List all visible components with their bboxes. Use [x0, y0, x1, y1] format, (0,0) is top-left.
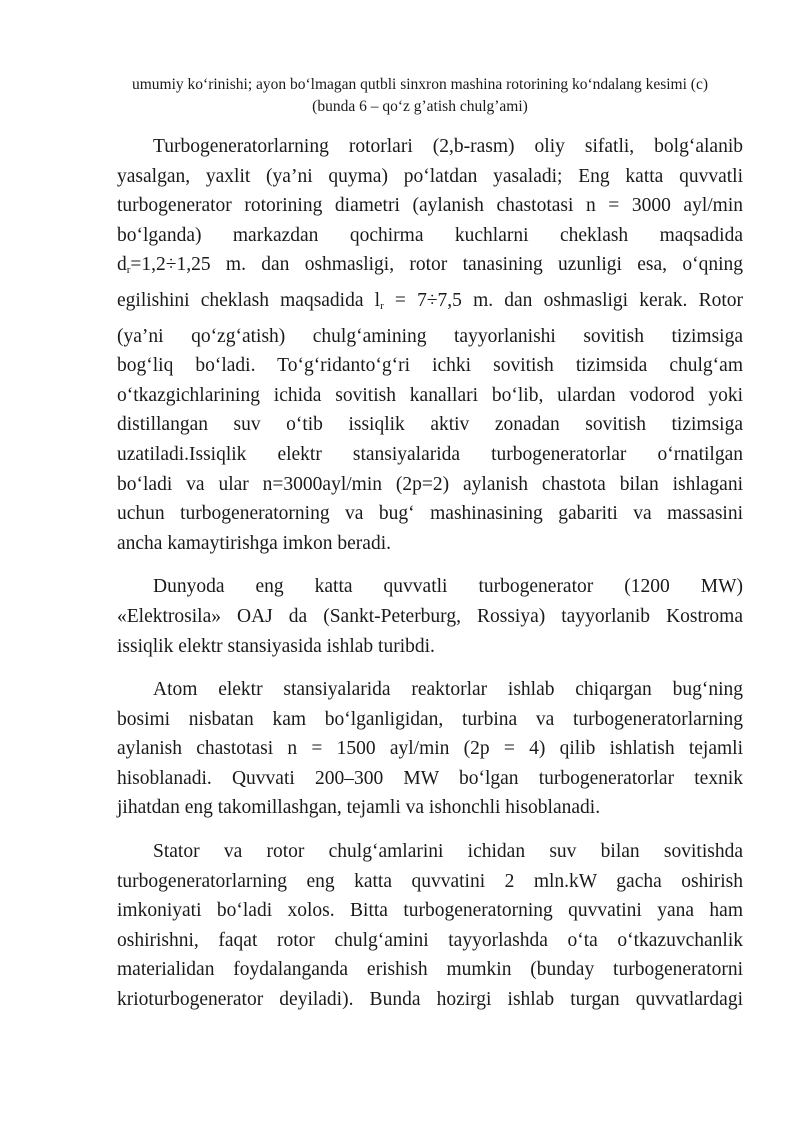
text-line: [117, 286, 743, 322]
text-line: materialidan foydalanganda erishish mumkin (bunday turbogeneratorni: [117, 959, 743, 981]
text-line: Stator va rotor chulg‘amlarini ichidan suv bilan sovitishda: [153, 841, 743, 863]
text-line: [117, 250, 743, 286]
paragraph-4: [117, 837, 743, 1015]
text-line: uzatiladi.Issiqlik elektr stansiyalarida turbogeneratorlar o‘rnatilgan: [117, 443, 743, 465]
text-fragment: =1,2÷1,25 m. dan oshmasligi, rotor tanasining uzunligi esa, o‘qning: [130, 254, 743, 276]
text-fragment: egilishini cheklash maqsadida l: [117, 289, 381, 311]
text-line: hisoblanadi. Quvvati 200–300 MW bo‘lgan turbogeneratorlar texnik: [117, 767, 743, 789]
text-line: bo‘ladi va ular n=3000ayl/min (2p=2) aylanish chastota bilan ishlagani: [117, 473, 743, 495]
text-line: «Elektrosila» OAJ da (Sankt-Peterburg, Rossiya) tayyorlanib Kostroma: [117, 605, 743, 627]
text-line: yasalgan, yaxlit (ya’ni quyma) po‘latdan yasaladi; Eng katta quvvatli: [117, 165, 743, 187]
text-line: turbogeneratorlarning eng katta quvvatini 2 mln.kW gacha oshirish: [117, 870, 743, 892]
figure-caption: [100, 74, 740, 118]
symbol-d: d: [117, 254, 127, 276]
text-line: bo‘lganda) markazdan qochirma kuchlarni cheklash maqsadida: [117, 224, 743, 246]
text-line: ancha kamaytirishga imkon beradi.: [117, 532, 391, 554]
text-line: aylanish chastotasi n = 1500 ayl/min (2p = 4) qilib ishlatish tejamli: [117, 738, 743, 760]
text-line: o‘tkazgichlarining ichida sovitish kanallari bo‘lib, ulardan vodorod yoki: [117, 384, 743, 406]
paragraph-2: [117, 572, 743, 661]
subscript-r: r: [380, 299, 384, 312]
text-line: issiqlik elektr stansiyasida ishlab turibdi.: [117, 635, 435, 657]
text-line: (ya’ni qo‘zg‘atish) chulg‘amining tayyorlanishi sovitish tizimsiga: [117, 325, 743, 347]
text-line: oshirishni, faqat rotor chulg‘amini tayyorlashda o‘ta o‘tkazuvchanlik: [117, 929, 743, 951]
paragraph-1: [117, 132, 743, 558]
text-line: uchun turbogeneratorning va bug‘ mashinasining gabariti va massasini: [117, 503, 743, 525]
text-line: turbogenerator rotorining diametri (aylanish chastotasi n = 3000 ayl/min: [117, 195, 743, 217]
text-line: Atom elektr stansiyalarida reaktorlar ishlab chiqargan bug‘ning: [153, 679, 743, 701]
text-line: Turbogeneratorlarning rotorlari (2,b-rasm) oliy sifatli, bolg‘alanib: [153, 136, 743, 157]
text-line: imkoniyati bo‘ladi xolos. Bitta turbogeneratorning quvvatini yana ham: [117, 900, 743, 922]
text-line: Dunyoda eng katta quvvatli turbogenerator (1200 MW): [153, 576, 743, 598]
text-line: krioturbogenerator deyiladi). Bunda hozirgi ishlab turgan quvvatlardagi: [117, 989, 743, 1011]
text-line: bog‘liq bo‘ladi. To‘g‘ridanto‘g‘ri ichki sovitish tizimsida chulg‘am: [117, 355, 743, 377]
text-fragment: = 7÷7,5 m. dan oshmasligi kerak. Rotor: [383, 289, 743, 311]
paragraph-3: [117, 675, 743, 823]
text-line: jihatdan eng takomillashgan, tejamli va ishonchli hisoblanadi.: [117, 797, 601, 819]
caption-line-2: (bunda 6 – qo‘z g’atish chulg’ami): [312, 98, 528, 115]
subscript-r: r: [126, 264, 131, 277]
text-line: bosimi nisbatan kam bo‘lganligidan, turbina va turbogeneratorlarning: [117, 708, 743, 730]
text-line: distillangan suv o‘tib issiqlik aktiv zonadan sovitish tizimsiga: [117, 414, 743, 436]
caption-line-1: umumiy ko‘rinishi; ayon bo‘lmagan qutbli sinxron mashina rotorining ko‘ndalang kesimi (c): [132, 76, 708, 93]
body-text: [117, 132, 743, 1029]
